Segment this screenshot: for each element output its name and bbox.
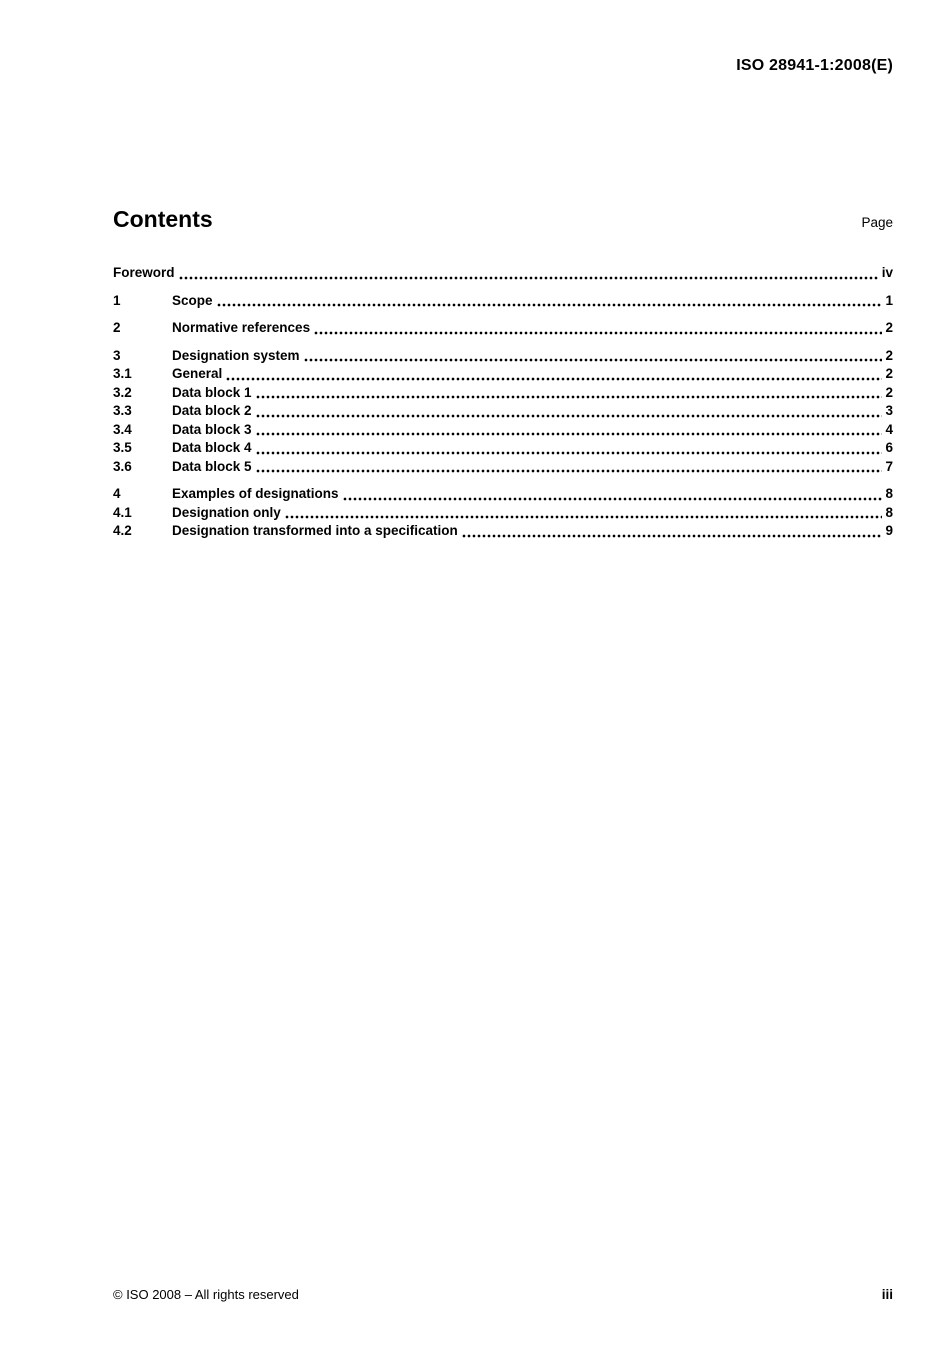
toc-entry — [113, 319, 893, 338]
toc-entry-title: Designation transformed into a specification — [172, 523, 458, 538]
toc-entry-page: 2 — [885, 384, 893, 400]
toc-entry-page: 4 — [885, 421, 893, 437]
toc-entry-number: 3.4 — [113, 421, 132, 437]
toc-entry-page: iv — [881, 265, 893, 280]
toc-entry-title: Foreword — [113, 265, 175, 280]
dot-leader — [285, 514, 883, 520]
folio-page-number: iii — [881, 1287, 893, 1302]
toc-entry-number: 3.6 — [113, 458, 132, 474]
toc-entry — [113, 485, 893, 504]
toc-entry-title: General — [172, 366, 223, 381]
toc-entry-title: Normative references — [172, 320, 311, 335]
toc-entry — [113, 264, 893, 283]
toc-entry — [113, 347, 893, 366]
dot-leader — [256, 468, 883, 474]
toc-entry-number: 4.2 — [113, 523, 132, 538]
toc-entry — [113, 384, 893, 403]
dot-leader — [343, 496, 883, 502]
toc-entry-number: 3.3 — [113, 403, 132, 418]
toc-entry — [113, 458, 893, 477]
dot-leader — [179, 275, 879, 281]
toc-entry — [113, 504, 893, 523]
toc-entry-number: 3.1 — [113, 366, 132, 381]
toc-entry-number: 3.5 — [113, 440, 132, 455]
dot-leader — [304, 357, 883, 363]
page-footer — [113, 1287, 893, 1302]
toc-entry — [113, 365, 893, 384]
toc-entry-page: 8 — [885, 504, 893, 520]
toc-entry-page: 7 — [885, 458, 893, 474]
toc-entry-title: Data block 1 — [172, 384, 252, 400]
toc-entry-title: Data block 3 — [172, 421, 252, 437]
toc-entry-number: 4.1 — [113, 504, 132, 520]
toc-entry-number: 3 — [113, 347, 121, 363]
copyright-notice: © ISO 2008 – All rights reserved — [113, 1287, 299, 1302]
toc-entry-title: Designation system — [172, 347, 300, 363]
contents-title: Contents — [113, 206, 213, 232]
document-reference: ISO 28941-1:2008(E) — [736, 57, 893, 74]
toc-entry-page: 9 — [885, 523, 893, 538]
toc-entry-number: 1 — [113, 292, 121, 308]
toc-entry-page: 2 — [885, 347, 893, 363]
dot-leader — [256, 413, 883, 419]
toc-entry — [113, 292, 893, 311]
dot-leader — [256, 394, 883, 400]
toc-entry-title: Data block 4 — [172, 440, 252, 455]
page-column-label: Page — [861, 215, 893, 230]
toc-entry-title: Designation only — [172, 504, 281, 520]
dot-leader — [256, 431, 883, 437]
dot-leader — [226, 376, 882, 382]
dot-leader — [462, 533, 883, 539]
toc-entry-title: Data block 2 — [172, 403, 252, 418]
toc-entry-number: 2 — [113, 320, 121, 335]
toc-entry-title: Data block 5 — [172, 458, 252, 474]
dot-leader — [217, 302, 883, 308]
toc-entry-page: 3 — [885, 403, 893, 418]
toc-entry-title: Examples of designations — [172, 486, 339, 501]
dot-leader — [256, 450, 883, 456]
toc-entry-page: 8 — [885, 486, 893, 501]
toc-entry — [113, 439, 893, 458]
dot-leader — [314, 330, 882, 336]
toc-entry-page: 2 — [885, 366, 893, 381]
toc-entry — [113, 421, 893, 440]
toc-entry-number: 3.2 — [113, 384, 132, 400]
toc-entry — [113, 402, 893, 421]
table-of-contents — [113, 264, 893, 541]
toc-entry-number: 4 — [113, 486, 121, 501]
toc-entry-page: 2 — [885, 320, 893, 335]
toc-entry-page: 1 — [885, 292, 893, 308]
toc-entry — [113, 522, 893, 541]
toc-entry-page: 6 — [885, 440, 893, 455]
toc-entry-title: Scope — [172, 292, 213, 308]
contents-heading-row — [113, 206, 893, 233]
